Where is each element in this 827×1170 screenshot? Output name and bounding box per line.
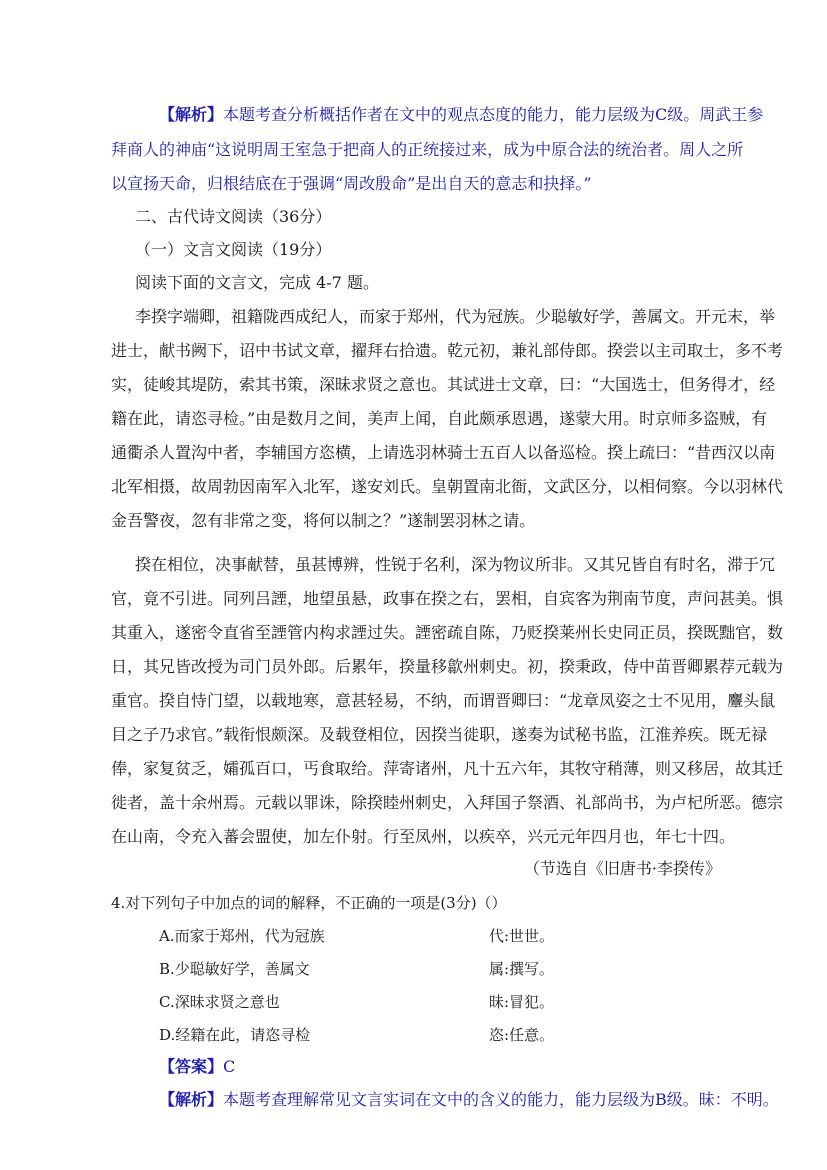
answer-tag: 【答案】 <box>159 1057 224 1076</box>
analysis-2-line: 【解析】本题考查理解常见文言实词在文中的含义的能力，能力层级为B级。昧：不明。 <box>159 1090 779 1109</box>
passage-line: 日，其兄皆改授为司门员外郎。后累年，揆量移歙州刺史。初，揆秉政，侍中苗晋卿累荐元载为 <box>111 657 784 676</box>
option-gloss-d: 恣:任意。 <box>489 1026 555 1044</box>
question-stem: 4.对下列句子中加点的词的解释，不正确的一项是(3分)（） <box>111 894 507 912</box>
passage-line: 李揆字端卿，祖籍陇西成纪人，而家于郑州，代为冠族。少聪敏好学，善属文。开元末，举 <box>135 307 776 326</box>
passage-line: 官，竟不引进。同列吕諲，地望虽悬，政事在揆之右，罢相，自宾客为荆南节度，声问甚美。惧 <box>111 589 784 608</box>
option-sentence-c: C.深昧求贤之意也 <box>159 993 280 1011</box>
passage-line: 其重入，遂密令直省至諲管内构求諲过失。諲密疏自陈，乃贬揆莱州长史同正员，揆既黜官，数 <box>111 623 784 642</box>
passage-line: 通衢杀人置沟中者，李辅国方恣横，上请选羽林骑士五百人以备巡检。揆上疏曰：“昔西汉以南 <box>111 443 776 462</box>
answer-line <box>159 1055 235 1079</box>
section-subheading: （一）文言文阅读（19分） <box>135 240 332 259</box>
passage-line: 籍在此，请恣寻检。”由是数月之间，美声上闻，自此颇承恩遇，遂蒙大用。时京师多盗贼，有 <box>111 409 768 428</box>
analysis-tag: 【解析】 <box>159 105 224 124</box>
analysis-line-2: 拜商人的神庙“这说明周王室急于把商人的正统接过来，成为中原合法的统治者。周人之所 <box>111 140 744 159</box>
passage-line: 在山南，令充入蕃会盟使，加左仆射。行至凤州，以疾卒，兴元元年四月也，年七十四。 <box>111 827 736 846</box>
passage-line: 揆在相位，决事献替，虽甚博辨，性锐于名利，深为物议所非。又其兄皆自有时名，滞于冗 <box>135 555 776 574</box>
reading-instruction: 阅读下面的文言文，完成 4-7 题。 <box>135 273 379 292</box>
passage-source: （节选自《旧唐书·李揆传》 <box>523 859 721 878</box>
option-sentence-b: B.少聪敏好学，善属文 <box>159 960 310 978</box>
answer-value: C <box>223 1057 236 1076</box>
passage-line: 进士，献书阙下，诏中书试文章，擢拜右拾遗。乾元初，兼礼部侍郎。揆尝以主司取士，多不考 <box>111 341 784 360</box>
passage-line: 金吾警夜，忽有非常之变，将何以制之？”遂制罢羽林之请。 <box>111 511 536 530</box>
analysis-line-1: 【解析】本题考查分析概括作者在文中的观点态度的能力，能力层级为C级。周武王参 <box>159 105 764 124</box>
passage-line: 徙者，盖十余州焉。元载以罪诛，除揆睦州刺史，入拜国子祭酒、礼部尚书，为卢杞所恶。德宗 <box>111 793 784 812</box>
option-gloss-a: 代:世世。 <box>489 927 555 945</box>
passage-line: 目之子乃求官。”载衔恨颇深。及载登相位，因揆当徙职，遂奏为试秘书监，江淮养疾。既无禄 <box>111 725 768 744</box>
passage-line: 重官。揆自恃门望，以载地寒，意甚轻易，不纳，而谓晋卿曰：“龙章凤姿之士不见用，麞头鼠 <box>111 691 776 710</box>
option-gloss-c: 昧:冒犯。 <box>489 993 555 1011</box>
option-sentence-d: D.经籍在此，请恣寻检 <box>159 1026 311 1044</box>
analysis-2-tag: 【解析】 <box>159 1090 224 1109</box>
section-heading: 二、古代诗文阅读（36分） <box>135 207 332 226</box>
passage-line: 俸，家复贫乏，孀孤百口，丐食取给。萍寄诸州，凡十五六年，其牧守稍薄，则又移居，故其迁 <box>111 759 784 778</box>
option-sentence-a: A.而家于郑州，代为冠族 <box>159 927 325 945</box>
option-gloss-b: 属:撰写。 <box>489 960 555 978</box>
passage-line: 实，徒峻其堤防，索其书策，深昧求贤之意也。其试进士文章，曰：“大国选士，但务得才，经 <box>111 375 776 394</box>
passage-line: 北军相摄，故周勃因南军入北军，遂安刘氏。皇朝置南北衙，文武区分，以相伺察。今以羽林代 <box>111 477 784 496</box>
analysis-line-3: 以宣扬天命，归根结底在于强调“周改殷命”是出自天的意志和抉择。” <box>111 174 592 193</box>
